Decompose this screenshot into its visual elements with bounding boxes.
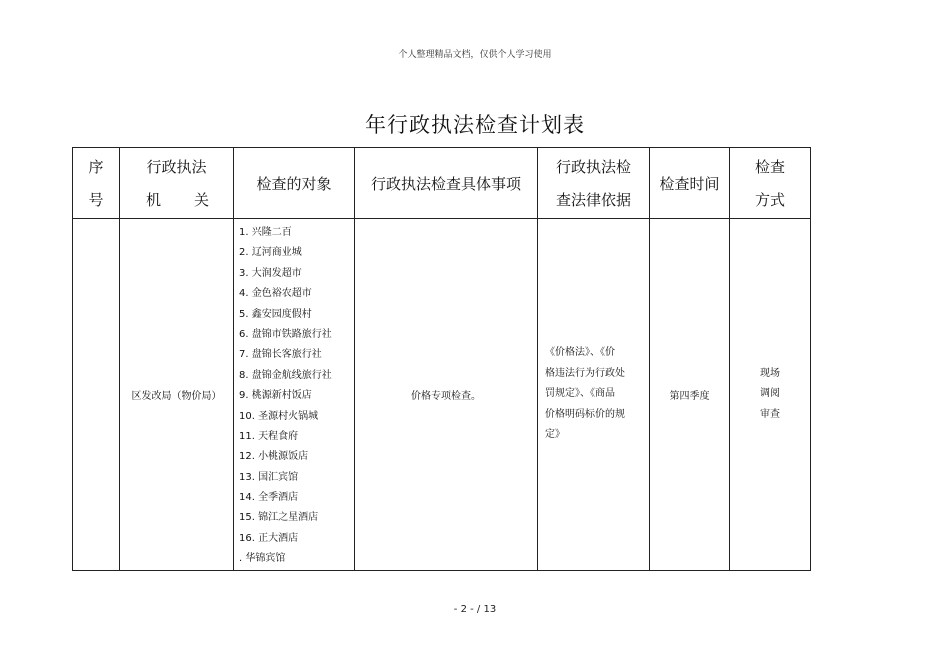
- col-header-basis-line1: 行政执法检: [555, 158, 631, 176]
- col-header-seq-line1: 序: [88, 158, 104, 176]
- col-header-agency-line2-right: 关: [193, 191, 209, 209]
- method-line: 审查: [760, 408, 780, 420]
- inspection-plan-table: [72, 147, 811, 571]
- list-item: 13. 国汇宾馆: [239, 471, 299, 483]
- basis-line: 罚规定》、《商品: [545, 388, 615, 400]
- col-header-time: 检查时间: [650, 148, 730, 219]
- basis-line: 定》: [545, 428, 565, 440]
- cell-agency: 区发改局（物价局）: [120, 219, 234, 571]
- method-line: 现场: [760, 367, 780, 379]
- list-item: . 华锦宾馆: [239, 553, 286, 565]
- col-header-seq: [73, 148, 120, 219]
- basis-line: 《价格法》、《价: [545, 347, 615, 359]
- targets-list: [239, 223, 354, 570]
- list-item: 15. 锦江之星酒店: [239, 512, 319, 524]
- col-header-method-line1: 检查: [754, 158, 785, 176]
- cell-method: [730, 219, 811, 571]
- cell-time: 第四季度: [650, 219, 730, 571]
- list-item: 11. 天程食府: [239, 430, 299, 442]
- col-header-method-line2: 方式: [754, 191, 785, 209]
- cell-targets: [234, 219, 355, 571]
- list-item: 10. 圣源村火锅城: [239, 410, 319, 422]
- page-number: - 2 - / 13: [453, 604, 497, 615]
- header-note: 个人整理精品文档，仅供个人学习使用: [398, 50, 552, 60]
- col-header-agency-line2: [120, 189, 233, 210]
- col-header-seq-line2: 号: [88, 191, 104, 209]
- col-header-targets: 检查的对象: [234, 148, 355, 219]
- table-header-row: [73, 148, 811, 219]
- list-item: 4. 金色裕农超市: [239, 288, 312, 300]
- col-header-matters: 行政执法检查具体事项: [355, 148, 538, 219]
- cell-basis: [538, 219, 650, 571]
- col-header-basis-line2: 查法律依据: [555, 191, 631, 209]
- col-header-basis: [538, 148, 650, 219]
- method-line: 调阅: [760, 388, 780, 400]
- list-item: 7. 盘锦长客旅行社: [239, 349, 322, 361]
- list-item: 2. 辽河商业城: [239, 247, 302, 259]
- col-header-method: [730, 148, 811, 219]
- col-header-agency-line2-left: 机: [146, 191, 162, 209]
- list-item: 5. 鑫安园度假村: [239, 308, 312, 320]
- page-title: 年行政执法检查计划表: [365, 113, 585, 137]
- col-header-agency-line1: 行政执法: [146, 158, 207, 176]
- list-item: 9. 桃源新村饭店: [239, 390, 312, 402]
- col-header-agency: [120, 148, 234, 219]
- basis-line: 价格明码标价的规: [545, 408, 625, 420]
- cell-matter: 价格专项检查。: [355, 219, 538, 571]
- list-item: 6. 盘锦市铁路旅行社: [239, 328, 332, 340]
- list-item: 3. 大润发超市: [239, 267, 302, 279]
- list-item: 12. 小桃源饭店: [239, 451, 309, 463]
- list-item: 1. 兴隆二百: [239, 227, 292, 238]
- table-row: [73, 219, 811, 571]
- basis-line: 格违法行为行政处: [545, 367, 625, 379]
- list-item: 8. 盘锦金航线旅行社: [239, 369, 332, 381]
- cell-seq: [73, 219, 120, 571]
- list-item: 14. 全季酒店: [239, 492, 299, 504]
- list-item: 16. 正大酒店: [239, 532, 299, 544]
